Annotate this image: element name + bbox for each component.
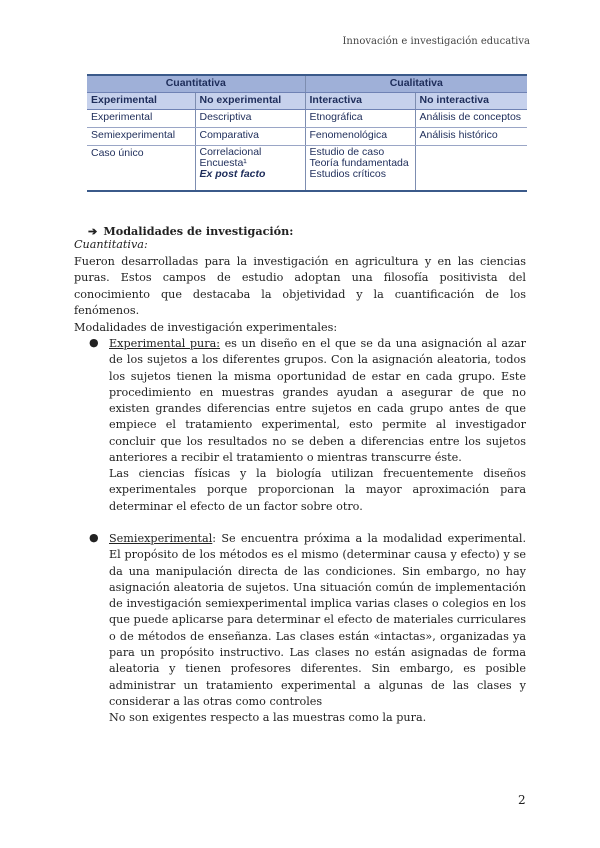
item-extra: Las ciencias físicas y la biología utilizan frecuentemente diseños experimentales porque proporcionan la mayor aproximación para determinar el efecto de un factor sobre otro.: [109, 467, 526, 513]
col-header: No experimental: [195, 93, 305, 110]
group-header-quantitative: Cuantitativa: [87, 76, 305, 93]
cell-line: Encuesta¹: [199, 157, 247, 169]
cell-line: Estudios críticos: [309, 168, 386, 180]
arrow-right-icon: ➔: [88, 224, 98, 238]
cell-line: Ex post facto: [199, 168, 266, 180]
table-cell: Etnográfica: [305, 110, 415, 128]
table-cell: [195, 146, 305, 192]
item-text: es un diseño en el que se da una asignación al azar de los sujetos a los diferentes grupos. Con la asignación aleatoria, todos los sujetos tienen la misma oportunidad de estar en cada grupo. Este procedimiento en muestras grandes ayudan a asegurar de que no existen grandes diferencias entre sujetos en cada grupo antes de que empiece el tratamiento experimental, esto permite al investigador concluir que los resultados no se deben a diferencias entre los sujetos anteriores a recibir el tratamiento o mientras transcurre éste.: [109, 337, 527, 465]
list-item: [109, 531, 526, 710]
bullet-dot-icon: ●: [89, 336, 99, 349]
list-item: [109, 336, 526, 466]
list-title: Modalidades de investigación experimentales:: [74, 321, 338, 334]
col-header: Experimental: [87, 93, 195, 110]
section-heading: [88, 224, 293, 238]
table-cell: Descriptiva: [195, 110, 305, 128]
col-header: Interactiva: [305, 93, 415, 110]
col-header: No interactiva: [415, 93, 527, 110]
research-types-table: [87, 74, 527, 202]
table-row: [87, 110, 527, 128]
item-label: Semiexperimental: [109, 532, 213, 545]
table-cell: Comparativa: [195, 128, 305, 146]
section-heading-text: Modalidades de investigación:: [103, 224, 294, 238]
bullet-dot-icon: ●: [89, 531, 99, 544]
cell-line: Estudio de caso: [309, 146, 385, 158]
item-extra: No son exigentes respecto a las muestras como la pura.: [109, 711, 427, 724]
cell-line: Teoría fundamentada: [309, 157, 409, 169]
group-header-qualitative: Cualitativa: [305, 76, 527, 93]
table-cell: Semiexperimental: [87, 128, 195, 146]
intro-paragraph: Fueron desarrolladas para la investigación en agricultura y en las ciencias puras. Estos campos de estudio adoptan una filosofía positivista del conocimiento que destacaba la objetividad y la cuantificación de los fenómenos.: [74, 255, 526, 317]
table-cell: Caso único: [87, 146, 195, 192]
subheading: Cuantitativa:: [74, 238, 148, 251]
table-cell: Análisis de conceptos: [415, 110, 527, 128]
table-cell: Análisis histórico: [415, 128, 527, 146]
item-label: Experimental pura:: [109, 337, 221, 350]
table-cell: [415, 146, 527, 192]
table-row: [87, 146, 527, 192]
table-cell: Fenomenológica: [305, 128, 415, 146]
item-text: : Se encuentra próxima a la modalidad experimental. El propósito de los métodos es el mismo (determinar causa y efecto) y se da una manipulación directa de las condiciones. Sin embargo, no hay asignación aleatoria de sujetos. Una situación común de implementación de investigación semiexperimental implica varias clases o colegios en los que puede aplicarse para determinar el efecto de materiales curriculares o de métodos de enseñanza. Las clases están «intactas», organizadas ya para un propósito instructivo. Las clases no están asignadas de forma aleatoria y tienen profesores diferentes. Sin embargo, es posible administrar un tratamiento experimental a algunas de las clases y considerar a las otras como controles: [109, 532, 526, 708]
page-number: 2: [518, 793, 526, 807]
page-header: Innovación e investigación educativa: [342, 36, 530, 47]
table-cell: [305, 146, 415, 192]
cell-line: Correlacional: [199, 146, 262, 158]
table-row: [87, 128, 527, 146]
table-cell: Experimental: [87, 110, 195, 128]
